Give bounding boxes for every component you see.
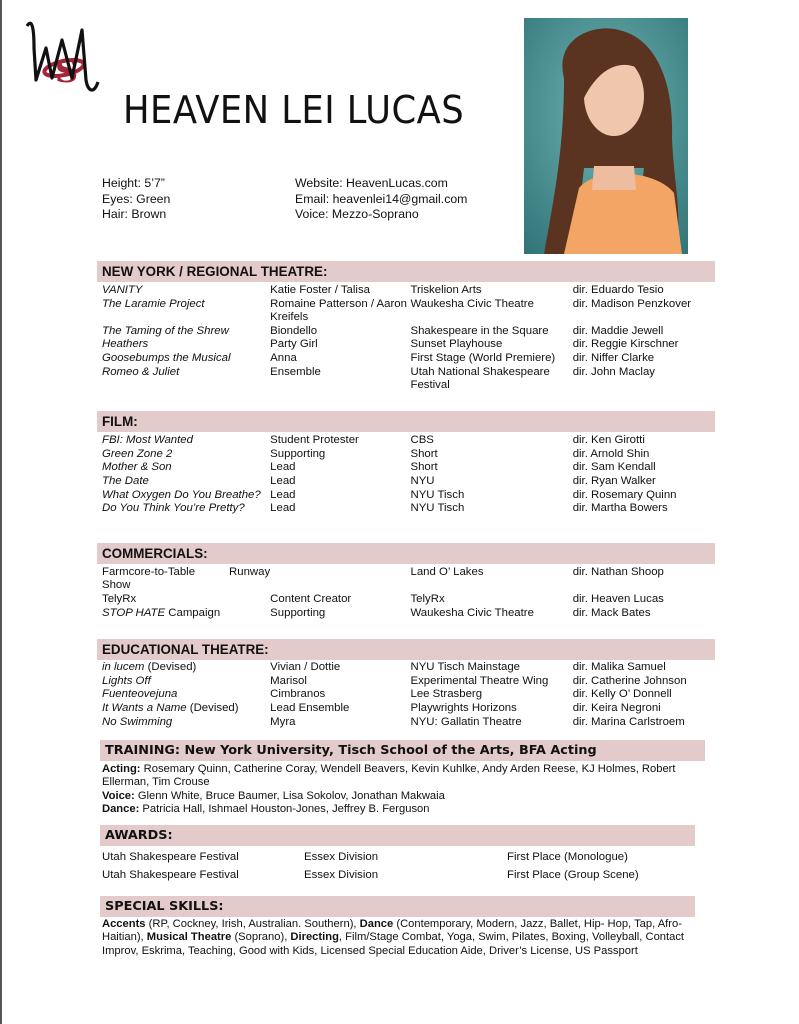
credit-role: Lead [270, 488, 296, 501]
credit-title: Do You Think You’re Pretty? [102, 502, 245, 515]
credit-role: Biondello [270, 324, 318, 337]
credit-role: Party Girl [270, 338, 318, 351]
credit-title: The Date [102, 475, 149, 488]
credit-role: Lead [270, 502, 296, 515]
credit-director: dir. Rosemary Quinn [572, 488, 677, 501]
credit-venue: Short [410, 461, 438, 474]
credit-row [102, 675, 712, 688]
special-skills-text: Accents (RP, Cockney, Irish, Australian. Southern), Dance (Contemporary, Modern, Jazz, Ballet, Hip- Hop, Tap, Afro-Haitian), Musical Theatre (Soprano), Directing, Film/Stage Combat, Yoga, Swim, Pilates, Boxing, Volleyball, Contact Improv, Eskrima, Teaching, Good with Kids, Licensed Special Education Aide, Driver’s License, US Passport [102, 918, 685, 957]
credit-director: dir. Ryan Walker [572, 475, 656, 488]
credit-director: dir. Catherine Johnson [572, 674, 687, 687]
credit-title: TelyRx [102, 592, 137, 605]
credit-venue: Lee Strasberg [410, 688, 483, 701]
page-edge [0, 0, 2, 1024]
section-header-training: TRAINING: New York University, Tisch School of the Arts, BFA Acting [100, 740, 705, 761]
height: Height: 5’7” [102, 176, 165, 190]
credit-venue: Utah National Shakespeare Festival [410, 365, 550, 392]
credit-title: It Wants a Name (Devised) [102, 702, 239, 715]
credit-row [102, 475, 712, 488]
credit-director: dir. Arnold Shin [572, 447, 650, 460]
credit-row [102, 284, 712, 297]
credit-venue: Playwrights Horizons [410, 702, 517, 715]
credit-director: dir. Sam Kendall [572, 461, 656, 474]
credit-role: Romaine Patterson / Aaron Kreifels [270, 297, 407, 323]
credit-title: VANITY [102, 284, 143, 296]
credit-row [102, 661, 712, 674]
credit-row [102, 593, 712, 606]
credit-row [102, 688, 712, 701]
credit-director: dir. Keira Negroni [572, 702, 661, 715]
credit-role: Ensemble [270, 365, 321, 378]
credit-title: Lights Off [102, 674, 151, 687]
training-acting: Acting: Rosemary Quinn, Catherine Coray, Wendell Beavers, Kevin Kuhlke, Andy Arden Reese, KJ Holmes, Robert Ellerman, Tim Crouse [102, 763, 676, 789]
credit-row [102, 338, 712, 351]
svg-text:S: S [55, 52, 79, 90]
credit-director: dir. Malika Samuel [572, 661, 666, 673]
credit-row [102, 325, 712, 338]
credit-title: No Swimming [102, 715, 173, 728]
credit-role: Lead [270, 475, 296, 488]
headshot-photo [524, 18, 688, 254]
credit-title: Mother & Son [102, 461, 172, 474]
credit-role: Myra [270, 715, 296, 728]
credit-director: dir. Heaven Lucas [572, 592, 664, 605]
section-header-awards: AWARDS: [100, 825, 695, 846]
credit-venue: CBS [410, 434, 434, 446]
credit-venue: NYU: Gallatin Theatre [410, 715, 522, 728]
credit-director: dir. Kelly O’ Donnell [572, 688, 672, 701]
credit-row [102, 298, 712, 325]
credit-row [102, 702, 712, 715]
credit-role: Marisol [270, 674, 307, 687]
section-header-special-skills: SPECIAL SKILLS: [100, 896, 695, 917]
credit-venue: NYU Tisch [410, 502, 465, 515]
credit-title: STOP HATE Campaign [102, 606, 221, 619]
credit-venue: Triskelion Arts [410, 284, 482, 296]
credit-director: dir. Niffer Clarke [572, 352, 655, 365]
ny-regional-credits [102, 284, 712, 393]
credit-role: Supporting [270, 447, 326, 460]
credit-venue: Waukesha Civic Theatre [410, 297, 534, 310]
credit-director: dir. Mack Bates [572, 606, 651, 619]
credit-director: dir. Martha Bowers [572, 502, 668, 515]
credit-role: Supporting [270, 606, 326, 619]
actor-name: HEAVEN LEI LUCAS [123, 88, 465, 132]
credit-title: The Taming of the Shrew [102, 324, 229, 337]
training-details [102, 763, 712, 817]
monogram-logo [22, 18, 106, 100]
credit-venue: NYU Tisch Mainstage [410, 661, 521, 673]
credit-venue: First Stage (World Premiere) [410, 352, 556, 365]
credit-title: Green Zone 2 [102, 447, 173, 460]
credit-director: dir. Maddie Jewell [572, 324, 664, 337]
training-voice: Voice: Glenn White, Bruce Baumer, Lisa Sokolov, Jonathan Makwaia [102, 789, 445, 802]
eyes: Eyes: Green [102, 191, 171, 206]
credit-row [102, 461, 712, 474]
award-row: Utah Shakespeare Festival Essex Division First Place (Monologue) [102, 851, 628, 863]
credit-director: dir. Nathan Shoop [572, 566, 664, 578]
credit-role: Cimbranos [270, 688, 326, 701]
credit-director: dir. Reggie Kirschner [572, 338, 679, 351]
credit-role: Student Protester [270, 434, 359, 446]
credit-title: FBI: Most Wanted [102, 434, 193, 446]
credit-venue: Sunset Playhouse [410, 338, 503, 351]
credit-row [102, 489, 712, 502]
credit-venue: Land O’ Lakes [410, 566, 484, 578]
credit-director: dir. Ken Girotti [572, 434, 645, 446]
credit-role: Vivian / Dottie [270, 661, 341, 673]
credit-row [102, 716, 712, 729]
credit-row [102, 448, 712, 461]
credit-row [102, 366, 712, 393]
section-header-commercials: COMMERCIALS: [97, 543, 715, 564]
credit-row [102, 607, 712, 620]
credit-role: Katie Foster / Talisa [270, 284, 370, 296]
award-row: Utah Shakespeare Festival Essex Division First Place (Group Scene) [102, 869, 639, 882]
hair: Hair: Brown [102, 207, 167, 221]
credit-venue: NYU [410, 475, 435, 488]
credit-venue: TelyRx [410, 592, 445, 605]
credit-venue: Experimental Theatre Wing [410, 674, 549, 687]
credit-title: in lucem (Devised) [102, 661, 197, 673]
awards-list [102, 848, 712, 885]
credit-venue: Short [410, 447, 438, 460]
physical-stats [102, 176, 170, 223]
credit-director: dir. John Maclay [572, 365, 655, 378]
voice-type: Voice: Mezzo-Soprano [295, 207, 419, 221]
credit-role: Anna [270, 352, 297, 365]
film-credits [102, 434, 712, 516]
credit-venue: Waukesha Civic Theatre [410, 606, 534, 619]
credit-role: Lead [270, 461, 296, 474]
educational-credits [102, 661, 712, 729]
credit-venue: Shakespeare in the Square [410, 324, 549, 337]
credit-venue: NYU Tisch [410, 488, 465, 501]
credit-role: Content Creator [270, 592, 352, 605]
section-header-educational: EDUCATIONAL THEATRE: [97, 639, 715, 660]
credit-director: dir. Madison Penzkover [572, 297, 692, 310]
credit-title: Fuenteovejuna [102, 688, 178, 701]
training-dance: Dance: Patricia Hall, Ishmael Houston-Jones, Jeffrey B. Ferguson [102, 803, 430, 816]
contact-info [295, 176, 467, 223]
credit-title: Romeo & Juliet [102, 365, 180, 378]
section-header-film: FILM: [97, 411, 715, 432]
credit-role: Lead Ensemble [270, 702, 350, 715]
credit-row [102, 352, 712, 365]
credit-row [102, 502, 712, 515]
credit-title: Goosebumps the Musical [102, 352, 231, 365]
credit-role [270, 566, 410, 593]
credit-title: What Oxygen Do You Breathe? [102, 488, 261, 501]
commercial-credits [102, 566, 712, 620]
credit-director: dir. Marina Carlstroem [572, 715, 685, 728]
credit-title: Farmcore-to-Table Runway Show [102, 566, 271, 592]
credit-row [102, 566, 712, 593]
credit-title: Heathers [102, 338, 149, 351]
email[interactable]: Email: heavenlei14@gmail.com [295, 191, 468, 206]
section-header-ny-regional: NEW YORK / REGIONAL THEATRE: [97, 261, 715, 282]
credit-director: dir. Eduardo Tesio [572, 284, 664, 296]
credit-row [102, 434, 712, 447]
credit-title: The Laramie Project [102, 297, 205, 310]
website[interactable]: Website: HeavenLucas.com [295, 176, 448, 190]
